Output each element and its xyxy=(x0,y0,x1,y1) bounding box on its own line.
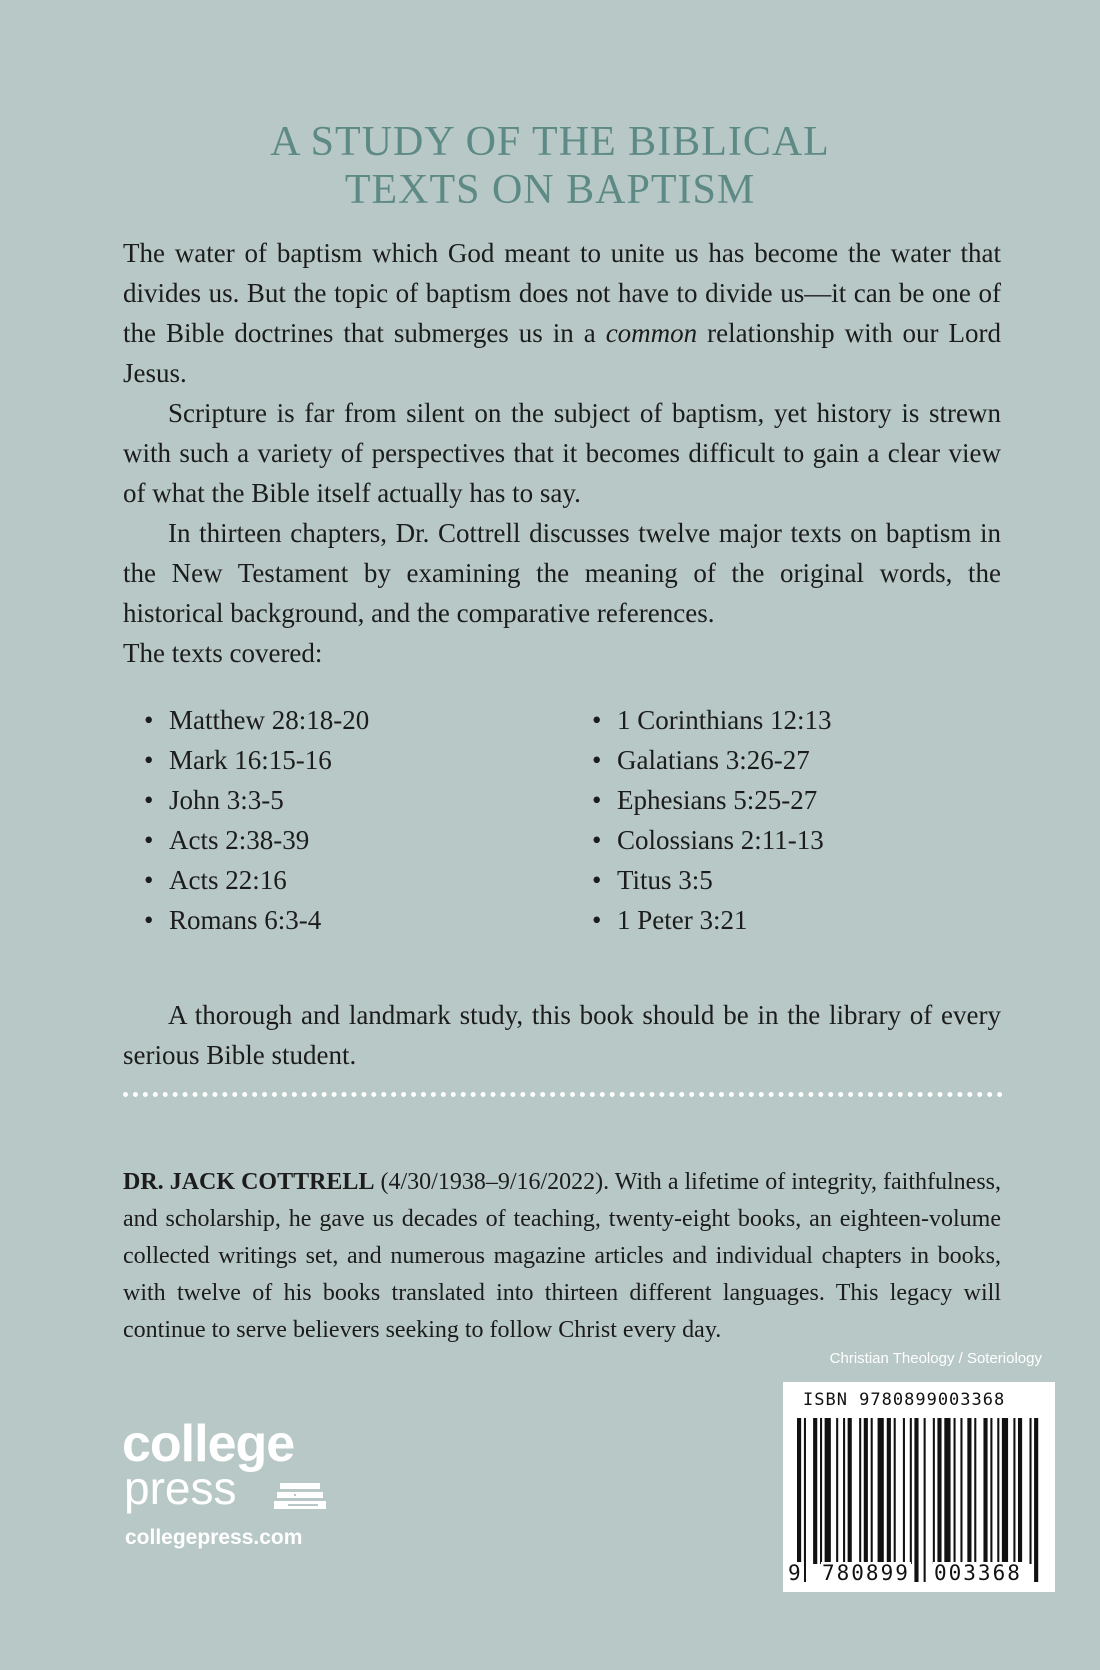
texts-list-right xyxy=(588,700,832,940)
barcode-group-2: 003368 xyxy=(934,1561,1022,1585)
list-item-label: Mark 16:15-16 xyxy=(169,745,332,775)
barcode-bar xyxy=(974,1418,976,1564)
p1-text-after: relationship with our Lord Jesus. xyxy=(123,318,1002,388)
description-paragraph-2: Scripture is far from silent on the subject of baptism, yet history is strewn with such a variety of perspectives that it becomes difficult to gain a clear view of what the Bible itself actually has to say. xyxy=(123,398,1001,508)
barcode-bar xyxy=(825,1418,831,1564)
bullet-icon: • xyxy=(592,825,602,855)
barcode-bar xyxy=(859,1418,861,1564)
barcode-group-1: 780899 xyxy=(822,1561,910,1585)
list-item xyxy=(140,700,369,740)
barcode-bar xyxy=(887,1418,891,1564)
barcode-bar xyxy=(997,1418,999,1564)
bullet-icon: • xyxy=(144,745,154,775)
bullet-icon: • xyxy=(592,785,602,815)
barcode-digit-first: 9 xyxy=(788,1561,803,1585)
barcode-bar xyxy=(914,1418,918,1582)
list-item xyxy=(140,900,369,940)
category-label: Christian Theology / Soteriology xyxy=(829,1350,1042,1367)
logo-word-college: college xyxy=(122,1415,295,1473)
barcode-bar xyxy=(983,1418,987,1564)
barcode-bar xyxy=(1018,1418,1022,1564)
list-item-label: Matthew 28:18-20 xyxy=(169,705,370,735)
dotted-divider xyxy=(123,1092,1003,1097)
barcode-bar xyxy=(967,1418,971,1564)
list-item xyxy=(588,700,832,740)
description-paragraph-3: In thirteen chapters, Dr. Cottrell discusses twelve major texts on baptism in the New Testament by examining the meaning of the original words, the historical background, and the comparative references. xyxy=(123,518,1001,628)
barcode xyxy=(783,1382,1055,1592)
barcode-bar xyxy=(871,1418,873,1564)
bullet-icon: • xyxy=(144,825,154,855)
bullet-icon: • xyxy=(144,865,154,895)
barcode-bar xyxy=(924,1418,926,1582)
barcode-bar xyxy=(903,1418,905,1564)
list-item xyxy=(140,860,369,900)
barcode-bar xyxy=(910,1418,912,1564)
list-item xyxy=(588,820,832,860)
barcode-bar xyxy=(864,1418,868,1564)
list-item-label: Acts 2:38-39 xyxy=(169,825,310,855)
barcode-bar xyxy=(990,1418,992,1564)
author-bio-text: (4/30/1938–9/16/2022). With a lifetime of integrity, faithfulness, and scholarship, he gave us decades of teaching, twenty-eight books, an eighteen-volume collected writings set, and numerous magazine articles and individual chapters in books, with twelve of his books translated into thirteen different languages. This legacy will continue to serve believers seeking to follow Christ every day. xyxy=(123,1169,1001,1343)
bullet-icon: • xyxy=(144,905,154,935)
list-item xyxy=(140,780,369,820)
author-name: DR. JACK COTTRELL xyxy=(123,1169,375,1195)
texts-covered-label: The texts covered: xyxy=(123,638,323,668)
barcode-bar xyxy=(797,1418,801,1582)
barcode-bar xyxy=(813,1418,817,1564)
isbn-label: ISBN 9780899003368 xyxy=(803,1390,1006,1410)
description xyxy=(123,233,1001,673)
barcode-bars xyxy=(797,1418,1041,1585)
barcode-bar xyxy=(848,1418,852,1564)
barcode-bar xyxy=(820,1418,822,1564)
barcode-bar xyxy=(944,1418,950,1564)
headline-line-1: A STUDY OF THE BIBLICAL xyxy=(270,119,830,165)
barcode-bar xyxy=(878,1418,884,1564)
bullet-icon: • xyxy=(592,865,602,895)
list-item-label: Acts 22:16 xyxy=(169,865,287,895)
bullet-icon: • xyxy=(592,905,602,935)
bullet-icon: • xyxy=(144,785,154,815)
publisher-logo xyxy=(122,1415,342,1549)
barcode-bar xyxy=(894,1418,896,1564)
barcode-bar xyxy=(1013,1418,1015,1564)
list-item-label: Ephesians 5:25-27 xyxy=(617,785,818,815)
texts-list-left xyxy=(140,700,369,940)
list-item xyxy=(140,740,369,780)
barcode-bar xyxy=(804,1418,806,1582)
list-item-label: 1 Peter 3:21 xyxy=(617,905,748,935)
list-item-label: Titus 3:5 xyxy=(617,865,713,895)
description-paragraph-1 xyxy=(123,233,1001,393)
list-item-label: Romans 6:3-4 xyxy=(169,905,322,935)
logo-word-press: press xyxy=(124,1462,237,1514)
barcode-bar xyxy=(954,1418,956,1564)
list-item xyxy=(588,860,832,900)
list-item-label: Galatians 3:26-27 xyxy=(617,745,810,775)
headline xyxy=(0,118,1100,214)
barcode-bar xyxy=(1029,1418,1031,1564)
p1-italic-word: common xyxy=(605,318,698,348)
barcode-bar xyxy=(1002,1418,1008,1564)
list-item xyxy=(588,740,832,780)
books-icon xyxy=(274,1481,326,1511)
bullet-icon: • xyxy=(592,705,602,735)
closing-paragraph: A thorough and landmark study, this book should be in the library of every serious Bible student. xyxy=(123,1000,1001,1070)
list-item xyxy=(588,780,832,820)
barcode-bar xyxy=(843,1418,845,1564)
list-item xyxy=(588,900,832,940)
list-item-label: Colossians 2:11-13 xyxy=(617,825,824,855)
p1-text-before: The water of baptism which God meant to unite us has become the water that divides us. But the topic of baptism does not have to divide us—it can be one of the Bible doctrines that submerges us in a xyxy=(123,238,1001,348)
barcode-bar xyxy=(836,1418,838,1564)
barcode-bar xyxy=(1034,1418,1038,1582)
publisher-url: collegepress.com xyxy=(125,1526,303,1549)
barcode-bar xyxy=(960,1418,962,1564)
author-bio xyxy=(123,1164,1001,1349)
barcode-bar xyxy=(937,1418,941,1564)
list-item-label: John 3:3-5 xyxy=(169,785,284,815)
bullet-icon: • xyxy=(144,705,154,735)
barcode-bar xyxy=(933,1418,935,1564)
list-item-label: 1 Corinthians 12:13 xyxy=(617,705,832,735)
headline-line-2: TEXTS ON BAPTISM xyxy=(344,167,756,213)
bullet-icon: • xyxy=(592,745,602,775)
list-item xyxy=(140,820,369,860)
